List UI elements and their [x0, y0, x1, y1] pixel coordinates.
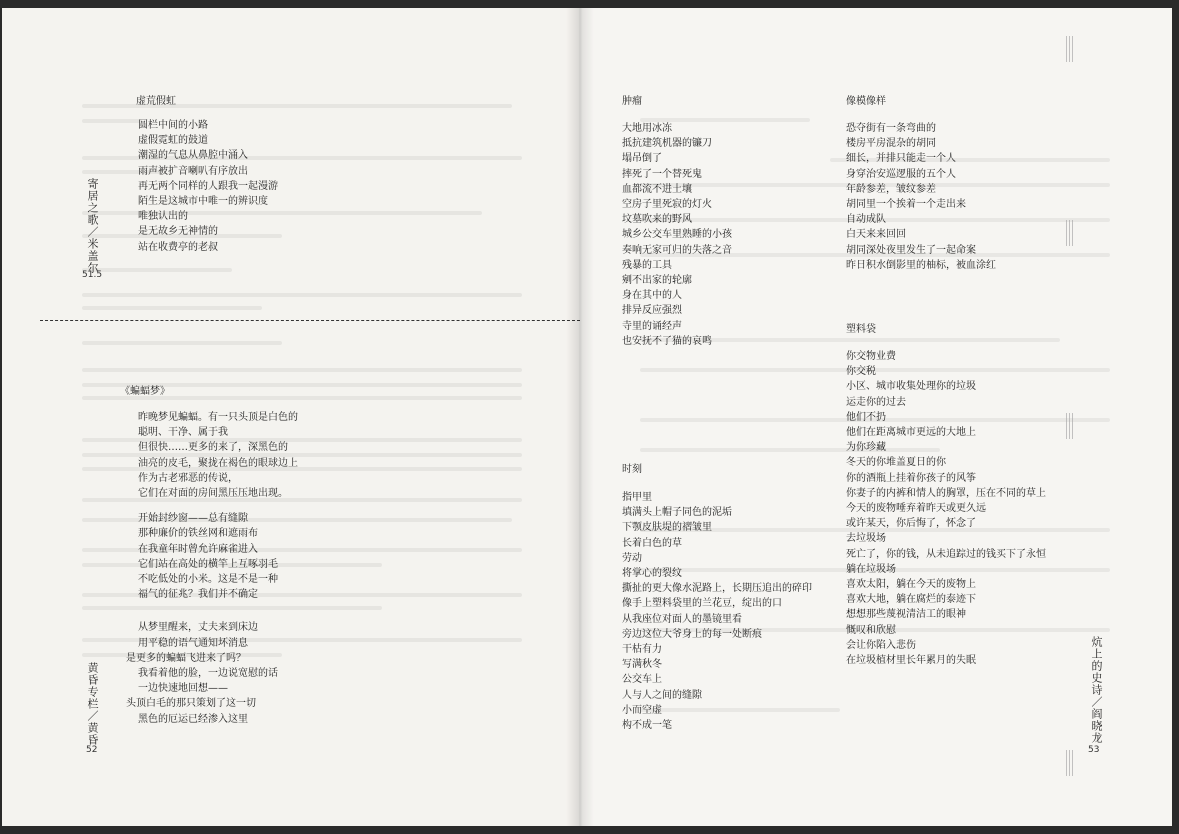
poem-line: 他们在距离城市更远的大地上 [846, 427, 976, 439]
poem-line: 它们在对面的房间黑压压地出现。 [138, 488, 288, 500]
poem-line: 会让你陷入悲伤 [846, 639, 916, 651]
poem-line: 也安抚不了猫的哀鸣 [622, 335, 712, 347]
poem-line: 剜不出家的轮廓 [622, 275, 692, 287]
poem-line: 塌吊倒了 [622, 153, 662, 165]
poem-line: 人与人之间的缝隙 [622, 689, 702, 701]
poem-line: 白天来来回回 [846, 229, 906, 241]
poem-line: 但很快……更多的来了，深黑色的 [138, 442, 288, 454]
poem-xuhuang-jiahong [136, 92, 278, 255]
poem-line: 那种廉价的铁丝网和遮雨布 [138, 528, 258, 540]
poem-line: 填满头上帽子同色的泥垢 [622, 507, 732, 519]
poem-line: 长着白色的草 [622, 537, 682, 549]
poem-line: 虚假霓虹的鼓道 [138, 135, 208, 147]
poem-line: 运走你的过去 [846, 396, 906, 408]
poem-title: 《蝙蝠梦》 [120, 386, 170, 397]
poem-line: 你交物业费 [846, 351, 896, 362]
poem-suliaodai [846, 320, 1046, 668]
poem-lines [622, 490, 812, 733]
poem-line: 排异反应强烈 [622, 305, 682, 317]
poem-line: 坟墓吹来的野风 [622, 214, 692, 226]
poem-line: 小而空虚 [622, 704, 662, 716]
poem-line: 摔死了一个替死鬼 [622, 168, 702, 180]
poem-line: 写满秋冬 [622, 659, 662, 671]
poem-line: 空房子里死寂的灯火 [622, 199, 712, 211]
poem-bianfu-meng [126, 410, 298, 727]
poem-line: 大地用冰冻 [622, 123, 672, 134]
poem-line [138, 602, 298, 620]
poem-line: 你的酒瓶上挂着你孩子的风筝 [846, 472, 976, 484]
poem-zhongliu [622, 92, 732, 349]
poem-line: 你妻子的内裤和情人的胸罩，压在不同的草上 [846, 487, 1046, 499]
poem-line: 细长，并排只能走一个人 [846, 153, 956, 165]
poem-line: 死亡了，你的钱，从未追踪过的钱买下了永恒 [846, 548, 1046, 560]
poem-line: 是无故乡无神情的 [138, 226, 218, 238]
column-number: 51.5 [82, 270, 103, 280]
poem-line: 开始封纱窗——总有缝隙 [138, 513, 248, 525]
poem-line: 在垃圾植材里长年累月的失眠 [846, 655, 976, 667]
poem-title: 虚荒假虹 [136, 96, 176, 107]
poem-line: 慨叹和欣慰 [846, 624, 896, 636]
poem-line: 喜欢太阳，躺在今天的废物上 [846, 579, 976, 591]
column-title-bottom: 黄昏专栏／黄昏 [86, 662, 99, 746]
scan-artifact [1066, 413, 1074, 439]
poem-lines [138, 118, 278, 255]
poem-line: 去垃圾场 [846, 533, 886, 545]
poem-line: 抵抗建筑机器的镰刀 [622, 138, 712, 150]
poem-line: 头顶白毛的那只策划了这一切 [126, 698, 256, 710]
poem-title: 塑料袋 [846, 324, 876, 335]
poem-line: 在我童年时曾允许麻雀进入 [138, 543, 258, 555]
scan-artifact [1066, 220, 1074, 246]
poem-line: 我看着他的脸，一边说宽慰的话 [138, 668, 278, 680]
poem-title: 肿瘤 [622, 96, 642, 107]
poem-line: 唯独认出的 [138, 211, 188, 223]
poem-shike [622, 460, 812, 733]
poem-line: 身穿治安巡逻服的五个人 [846, 168, 956, 180]
poem-title: 时刻 [622, 464, 642, 475]
poem-line: 躺在垃圾场 [846, 563, 896, 575]
poem-line: 为你珍藏 [846, 442, 886, 454]
poem-line: 胡同深处夜里发生了一起命案 [846, 244, 976, 256]
poem-line: 福气的征兆？我们并不确定 [138, 589, 258, 601]
dashed-divider [40, 320, 580, 321]
poem-line: 旁边这位大爷身上的每一处断痕 [622, 628, 762, 640]
poem-line: 陌生是这城市中唯一的辨识度 [138, 196, 268, 208]
poem-line: 或许某天，你后悔了，怀念了 [846, 518, 976, 530]
right-page [580, 8, 1172, 826]
poem-line: 劳动 [622, 552, 642, 564]
poem-line: 胡同里一个挨着一个走出来 [846, 199, 966, 211]
page-number: 52 [86, 745, 98, 755]
poem-line: 今天的废物唾弃着昨天或更久远 [846, 503, 986, 515]
poem-line: 从我座位对面人的墨镜里看 [622, 613, 742, 625]
poem-line: 冬天的你堆盖夏日的你 [846, 457, 946, 469]
poem-lines [846, 121, 996, 273]
poem-line: 干枯有力 [622, 644, 662, 656]
poem-line: 从梦里醒来，丈夫来到床边 [138, 622, 258, 634]
poem-line: 一边快速地回想—— [138, 683, 228, 695]
poem-line: 喜欢大地，躺在腐烂的泰迹下 [846, 594, 976, 606]
poem-line: 构不成一笔 [622, 720, 672, 732]
poem-line: 昨晚梦见蝙蝠。有一只头顶是白色的 [138, 412, 298, 423]
poem-line: 再无两个同样的人跟我一起漫游 [138, 180, 278, 192]
poem-line: 自动成队 [846, 214, 886, 226]
poem-line: 是更多的蝙蝠飞进来了吗？ [126, 652, 246, 664]
poem-line: 油亮的皮毛，聚拢在褐色的眼球边上 [138, 457, 298, 469]
poem-line: 用平稳的语气通知坏消息 [138, 637, 248, 649]
poem-line: 黑色的厄运已经渗入这里 [138, 713, 248, 725]
poem-line: 残暴的工具 [622, 259, 672, 271]
poem-line: 雨声被扩音喇叭有序放出 [138, 165, 248, 177]
poem-line: 他们不扔 [846, 411, 886, 423]
poem-line: 想想那些蔑视清洁工的眼神 [846, 609, 966, 621]
poem-xiangmo-xiangyang [846, 92, 996, 273]
scan-artifact [1066, 36, 1074, 62]
poem-line: 寺里的诵经声 [622, 320, 682, 332]
poem-line: 身在其中的人 [622, 290, 682, 302]
column-title-top: 寄居之歌／米盖尔 [86, 178, 99, 274]
poem-line: 下颚皮肤堤的褶皱里 [622, 522, 712, 534]
poem-line: 血都流不进土壤 [622, 183, 692, 195]
scan-artifact [1066, 750, 1074, 776]
poem-line: 昨日积水倒影里的柚标，被血涂红 [846, 259, 996, 271]
poem-line: 将掌心的裂纹 [622, 568, 682, 580]
poem-line: 圆栏中间的小路 [138, 120, 208, 131]
poem-line: 潮湿的气息从鼻腔中涌入 [138, 150, 248, 162]
page-number: 53 [1088, 745, 1100, 755]
poem-line: 作为古老邪恶的传说， [138, 472, 238, 484]
poem-line [138, 501, 298, 511]
poem-lines [846, 349, 1046, 668]
poem-line: 像手上塑料袋里的兰花豆，绽出的口 [622, 598, 782, 610]
left-page [2, 8, 580, 826]
poem-line: 聪明、干净、属于我 [138, 427, 228, 439]
poem-line: 你交税 [846, 366, 876, 378]
poem-line: 站在收费亭的老叔 [138, 241, 218, 253]
poem-line: 恐夺街有一条弯曲的 [846, 123, 936, 134]
poem-line: 奏响无家可归的失落之音 [622, 244, 732, 256]
poem-line: 撕扯的更大像水泥路上，长期压追出的碎印 [622, 583, 812, 595]
poem-line: 公交车上 [622, 674, 662, 686]
poem-line: 楼房平房混杂的胡同 [846, 138, 936, 150]
poem-line: 城乡公交车里熟睡的小孩 [622, 229, 732, 241]
poem-line: 小区、城市收集处理你的垃圾 [846, 381, 976, 393]
poem-line: 不吃低处的小米。这是不是一种 [138, 574, 278, 586]
poem-line: 年龄参差，皱纹参差 [846, 183, 936, 195]
poem-line: 指甲里 [622, 492, 652, 503]
poem-lines [622, 121, 732, 349]
poem-title: 像模像样 [846, 96, 886, 107]
column-title-bottom: 炕上的史诗／阎晓龙 [1090, 636, 1103, 744]
poem-line: 它们站在高处的横竿上互啄羽毛 [138, 558, 278, 570]
